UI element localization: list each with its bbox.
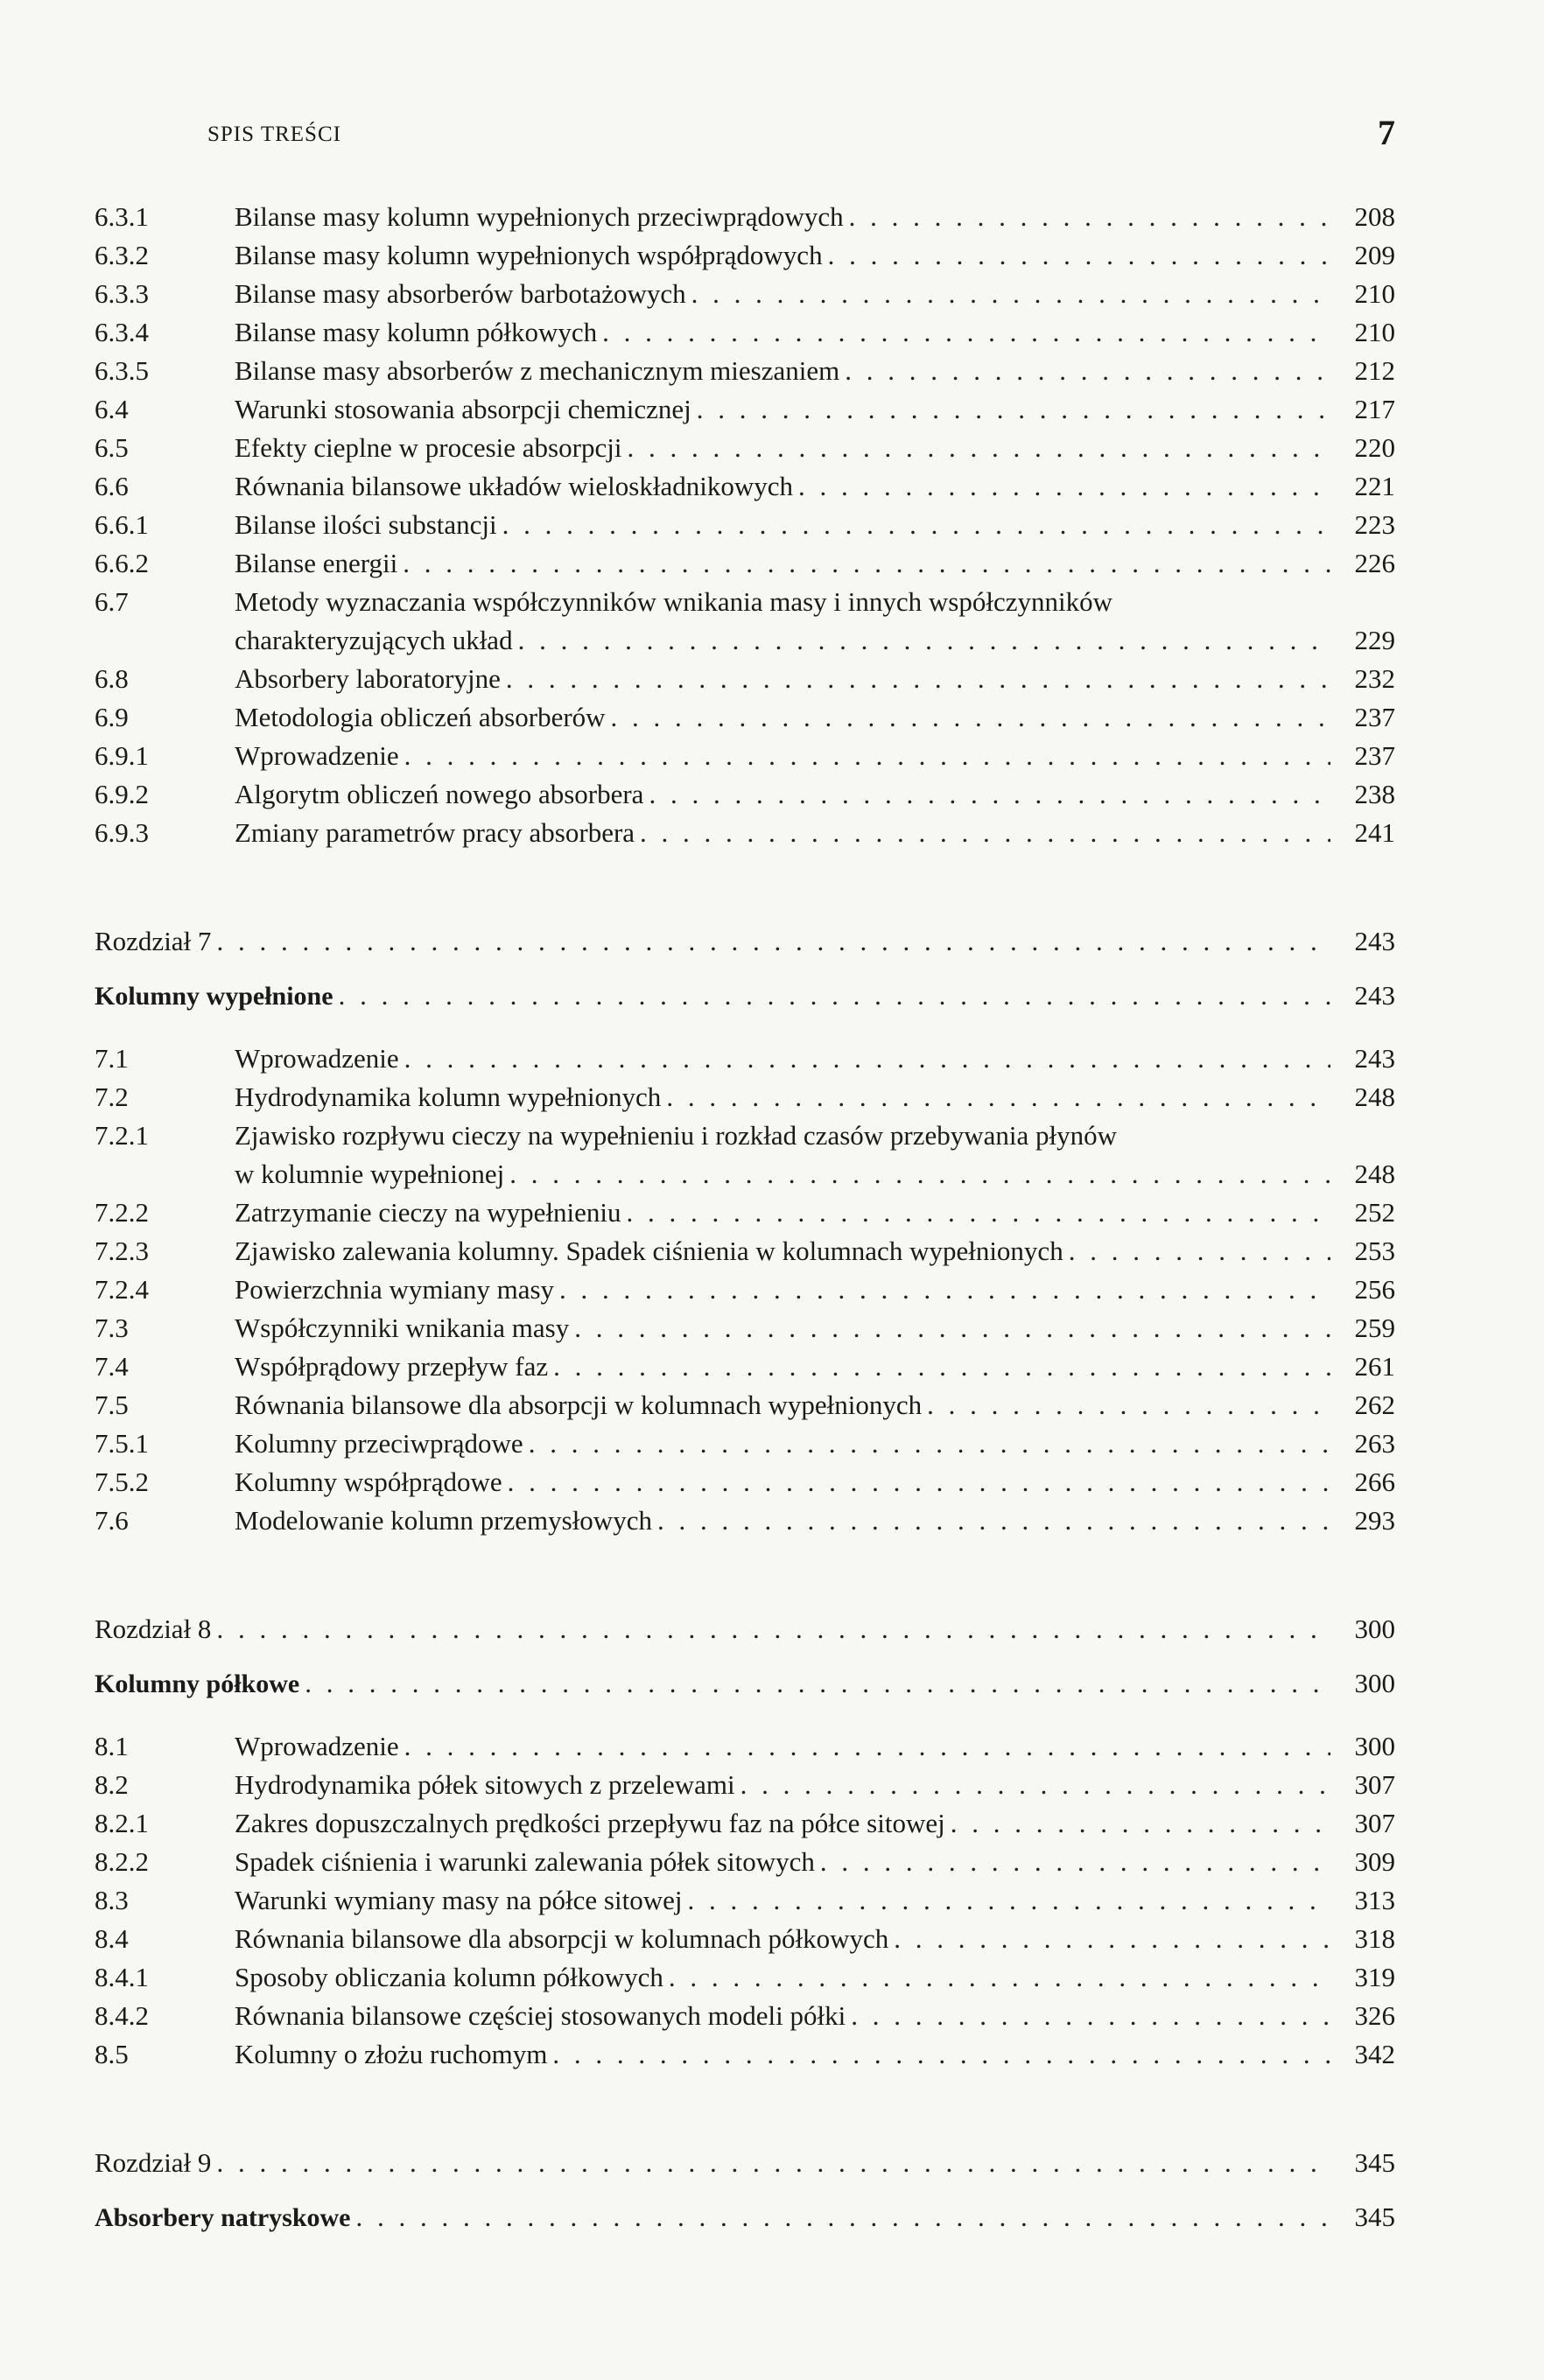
entry-title: Równania bilansowe dla absorpcji w kolumnach półkowych [235,1923,889,1954]
dot-leader [404,737,1330,775]
chapter-label: Rozdział 8 [95,1614,212,1644]
entry-title: Powierzchnia wymiany masy [235,1274,555,1305]
toc-entry[interactable] [95,467,1395,506]
entry-title: Wprowadzenie [235,1043,399,1074]
dot-leader [627,1194,1330,1232]
chapter-heading-9[interactable] [95,2198,1395,2236]
entry-title: Zjawisko rozpływu cieczy na wypełnieniu i rozkład czasów przebywania płynów [235,1120,1118,1151]
entry-number: 8.4.1 [95,1962,149,1992]
toc-entry[interactable] [95,390,1395,429]
entry-number: 7.2.3 [95,1236,149,1266]
dot-leader [649,775,1330,814]
dot-leader [403,544,1330,583]
entry-number: 7.1 [95,1043,129,1074]
entry-page: 313 [1354,1885,1395,1915]
entry-page: 345 [1354,2147,1395,2178]
dot-leader [640,814,1330,852]
toc-entry[interactable] [95,1843,1395,1881]
entry-title: Kolumny przeciwprądowe [235,1428,523,1459]
entry-title: Zjawisko zalewania kolumny. Spadek ciśnienia w kolumnach wypełnionych [235,1236,1063,1266]
chapter-label-7[interactable] [95,922,1395,961]
entry-number: 7.2 [95,1082,129,1112]
entry-page: 209 [1354,240,1395,270]
toc-entry[interactable] [95,1232,1395,1270]
dot-leader [553,1348,1330,1386]
toc-entry[interactable] [95,544,1395,583]
entry-page: 232 [1354,663,1395,694]
entry-number: 8.3 [95,1885,129,1915]
entry-page: 342 [1354,2039,1395,2069]
dot-leader [509,1155,1330,1194]
dot-leader [666,1078,1330,1116]
entry-title: Algorytm obliczeń nowego absorbera [235,779,644,809]
toc-entry[interactable] [95,1920,1395,1958]
entry-page: 237 [1354,702,1395,732]
chapter-heading-8[interactable] [95,1664,1395,1703]
page-number: 7 [1378,113,1395,152]
entry-page: 319 [1354,1962,1395,1992]
entry-page: 229 [1354,625,1395,655]
entry-page: 252 [1354,1197,1395,1228]
dot-leader [529,1424,1330,1463]
entry-page: 307 [1354,1769,1395,1800]
toc-entry[interactable] [95,1804,1395,1843]
dot-leader [502,506,1330,544]
dot-leader [216,1610,1330,1648]
dot-leader [849,198,1330,236]
entry-number: 7.4 [95,1351,129,1382]
toc-entry[interactable] [95,352,1395,390]
entry-title: Bilanse masy kolumn wypełnionych współprądowych [235,240,823,270]
entry-page: 243 [1354,980,1395,1011]
entry-page: 223 [1354,509,1395,540]
entry-title: Wprowadzenie [235,740,399,771]
entry-number: 7.5.1 [95,1428,149,1459]
toc-entry[interactable] [95,429,1395,467]
dot-leader [559,1270,1330,1309]
dot-leader [627,429,1330,467]
toc-entry[interactable] [95,313,1395,352]
entry-title: Bilanse masy kolumn wypełnionych przeciwprądowych [235,201,844,232]
toc-entry[interactable] [95,1309,1395,1348]
entry-title: Hydrodynamika półek sitowych z przelewami [235,1769,735,1800]
toc-entry[interactable] [95,1424,1395,1463]
dot-leader [798,467,1330,506]
dot-leader [602,313,1330,352]
entry-page: 210 [1354,317,1395,347]
dot-leader [845,352,1330,390]
dot-leader [951,1804,1330,1843]
entry-number: 6.9.1 [95,740,149,771]
toc-entry[interactable] [95,1502,1395,1540]
entry-number: 7.2.4 [95,1274,149,1305]
entry-title: Hydrodynamika kolumn wypełnionych [235,1082,662,1112]
entry-page: 300 [1354,1668,1395,1698]
entry-title: Absorbery laboratoryjne [235,663,501,694]
toc-entry[interactable] [95,1116,1395,1155]
entry-page: 243 [1354,1043,1395,1074]
dot-leader [506,660,1330,698]
chapter-heading: Kolumny półkowe [95,1670,300,1698]
entry-number: 7.2.1 [95,1120,149,1151]
dot-leader [669,1958,1330,1997]
toc-entry[interactable] [95,1766,1395,1804]
chapter-heading: Absorbery natryskowe [95,2203,351,2232]
chapter-heading: Kolumny wypełnione [95,982,333,1011]
entry-page: 248 [1354,1158,1395,1189]
entry-page: 256 [1354,1274,1395,1305]
dot-leader [508,1463,1330,1502]
entry-page: 241 [1354,817,1395,848]
entry-number: 6.9.2 [95,779,149,809]
entry-number: 6.6.1 [95,509,149,540]
entry-page: 253 [1354,1236,1395,1266]
toc-entry[interactable] [95,1270,1395,1309]
entry-page: 300 [1354,1731,1395,1761]
toc-entry-continuation[interactable] [95,621,1395,660]
entry-number: 8.1 [95,1731,129,1761]
entry-title: Wprowadzenie [235,1731,399,1761]
dot-leader [691,275,1330,313]
entry-title: Współczynniki wnikania masy [235,1312,570,1343]
toc-entry[interactable] [95,737,1395,775]
entry-page: 226 [1354,548,1395,578]
toc-entry[interactable] [95,1958,1395,1997]
entry-page: 220 [1354,432,1395,463]
entry-page: 309 [1354,1846,1395,1877]
entry-title: Warunki stosowania absorpcji chemicznej [235,394,691,424]
entry-page: 221 [1354,471,1395,501]
entry-number: 6.7 [95,586,129,617]
toc-entry[interactable] [95,1040,1395,1078]
entry-title: Bilanse masy kolumn półkowych [235,317,598,347]
entry-number: 7.5.2 [95,1466,149,1497]
toc-entry[interactable] [95,1881,1395,1920]
entry-number: 8.2.2 [95,1846,149,1877]
entry-page: 266 [1354,1466,1395,1497]
entry-number: 6.6.2 [95,548,149,578]
entry-page: 300 [1354,1614,1395,1644]
dot-leader [404,1727,1330,1766]
entry-page: 307 [1354,1808,1395,1838]
entry-page: 261 [1354,1351,1395,1382]
entry-number: 6.3.4 [95,317,149,347]
dot-leader [894,1920,1330,1958]
entry-page: 293 [1354,1505,1395,1536]
dot-leader [216,922,1330,961]
entry-page: 212 [1354,355,1395,386]
dot-leader [697,390,1330,429]
toc-entry[interactable] [95,1463,1395,1502]
entry-page: 210 [1354,278,1395,309]
dot-leader [687,1881,1330,1920]
entry-number: 6.3.3 [95,278,149,309]
dot-leader [820,1843,1330,1881]
entry-title: Równania bilansowe częściej stosowanych modeli półki [235,2000,846,2031]
entry-number: 7.6 [95,1505,129,1536]
entry-number: 6.9.3 [95,817,149,848]
entry-page: 262 [1354,1390,1395,1420]
chapter-heading-7[interactable] [95,976,1395,1015]
toc-entry[interactable] [95,1997,1395,2035]
toc-entry[interactable] [95,198,1395,236]
entry-page: 208 [1354,201,1395,232]
dot-leader [339,976,1330,1015]
chapter-label: Rozdział 7 [95,926,212,956]
chapter-label-9[interactable] [95,2144,1395,2182]
entry-title-continued: w kolumnie wypełnionej [235,1158,505,1189]
entry-page: 259 [1354,1312,1395,1343]
toc-entry[interactable] [95,698,1395,737]
table-of-contents [95,198,1395,2236]
entry-page: 345 [1354,2202,1395,2232]
entry-number: 6.4 [95,394,129,424]
entry-number: 6.3.2 [95,240,149,270]
toc-entry[interactable] [95,1727,1395,1766]
entry-number: 6.6 [95,471,129,501]
dot-leader [851,1997,1330,2035]
entry-page: 263 [1354,1428,1395,1459]
dot-leader [216,2144,1330,2182]
running-head: SPIS TREŚCI [207,122,341,146]
toc-entry[interactable] [95,236,1395,275]
entry-title: Kolumny współprądowe [235,1466,502,1497]
entry-page: 237 [1354,740,1395,771]
entry-title: Zatrzymanie cieczy na wypełnieniu [235,1197,621,1228]
dot-leader [552,2035,1330,2074]
toc-entry[interactable] [95,583,1395,621]
entry-page: 217 [1354,394,1395,424]
entry-title: Zmiany parametrów pracy absorbera [235,817,635,848]
entry-title: Warunki wymiany masy na półce sitowej [235,1885,683,1915]
entry-number: 6.5 [95,432,129,463]
dot-leader [574,1309,1330,1348]
entry-title: Bilanse ilości substancji [235,509,497,540]
entry-page: 318 [1354,1923,1395,1954]
entry-number: 6.3.1 [95,201,149,232]
dot-leader [305,1664,1330,1703]
dot-leader [828,236,1330,275]
chapter-label: Rozdział 9 [95,2147,212,2178]
dot-leader [927,1386,1330,1424]
toc-entry[interactable] [95,275,1395,313]
entry-title: Równania bilansowe dla absorpcji w kolumnach wypełnionych [235,1390,923,1420]
entry-title: Bilanse masy absorberów z mechanicznym mieszaniem [235,355,840,386]
toc-entry[interactable] [95,1194,1395,1232]
entry-number: 8.5 [95,2039,129,2069]
entry-title: Równania bilansowe układów wieloskładnikowych [235,471,793,501]
entry-title: Sposoby obliczania kolumn półkowych [235,1962,663,1992]
entry-page: 326 [1354,2000,1395,2031]
toc-entry[interactable] [95,2035,1395,2074]
chapter-label-8[interactable] [95,1610,1395,1648]
entry-title: Metody wyznaczania współczynników wnikania masy i innych współczynników [235,586,1112,617]
entry-title: Bilanse energii [235,548,398,578]
entry-number: 8.2 [95,1769,129,1800]
entry-number: 8.4.2 [95,2000,149,2031]
entry-title: Spadek ciśnienia i warunki zalewania półek sitowych [235,1846,815,1877]
entry-number: 8.2.1 [95,1808,149,1838]
entry-title: Kolumny o złożu ruchomym [235,2039,548,2069]
dot-leader [518,621,1330,660]
entry-title: Modelowanie kolumn przemysłowych [235,1505,652,1536]
entry-number: 7.2.2 [95,1197,149,1228]
entry-title: Zakres dopuszczalnych prędkości przepływu faz na półce sitowej [235,1808,945,1838]
entry-title: Efekty cieplne w procesie absorpcji [235,432,622,463]
dot-leader [356,2198,1331,2236]
entry-page: 248 [1354,1082,1395,1112]
toc-entry[interactable] [95,660,1395,698]
toc-entry[interactable] [95,1078,1395,1116]
entry-number: 6.3.5 [95,355,149,386]
entry-number: 6.9 [95,702,129,732]
entry-title: Współprądowy przepływ faz [235,1351,549,1382]
dot-leader [1069,1232,1330,1270]
entry-title-continued: charakteryzujących układ [235,625,513,655]
entry-page: 238 [1354,779,1395,809]
entry-number: 8.4 [95,1923,129,1954]
entry-number: 7.3 [95,1312,129,1343]
dot-leader [404,1040,1330,1078]
dot-leader [657,1502,1330,1540]
toc-entry[interactable] [95,814,1395,852]
toc-entry[interactable] [95,1348,1395,1386]
entry-title: Metodologia obliczeń absorberów [235,702,606,732]
entry-page: 243 [1354,926,1395,956]
entry-number: 7.5 [95,1390,129,1420]
toc-entry-continuation[interactable] [95,1155,1395,1194]
entry-number: 6.8 [95,663,129,694]
toc-entry[interactable] [95,1386,1395,1424]
dot-leader [740,1766,1330,1804]
entry-title: Bilanse masy absorberów barbotażowych [235,278,686,309]
toc-entry[interactable] [95,506,1395,544]
toc-entry[interactable] [95,775,1395,814]
dot-leader [611,698,1330,737]
